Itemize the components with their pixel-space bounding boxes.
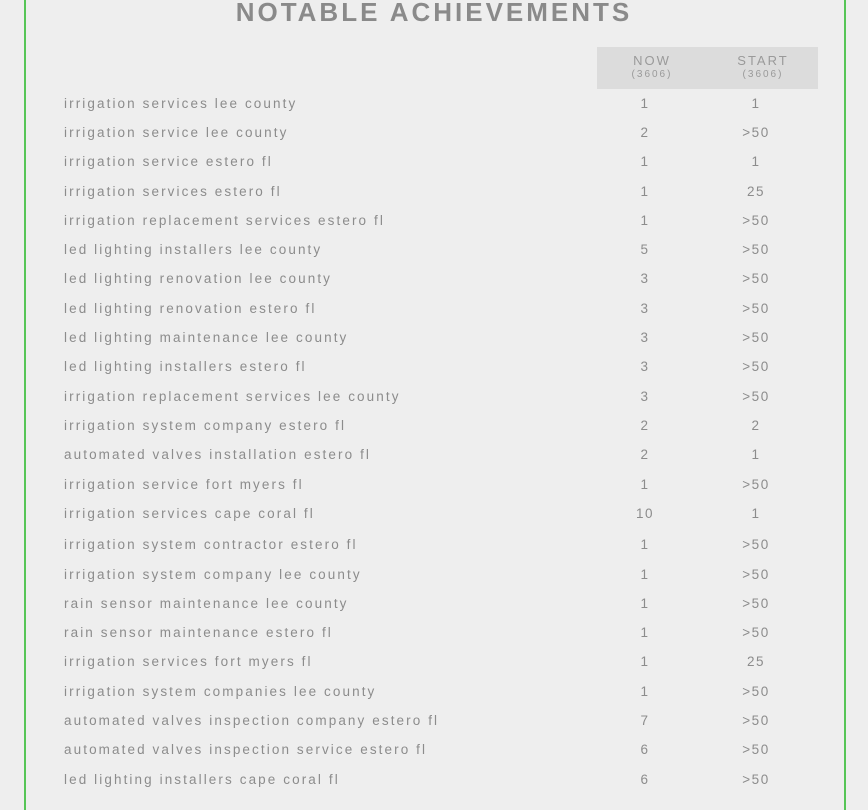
start-rank-cell: 1 xyxy=(751,506,761,521)
start-rank-cell: >50 xyxy=(742,684,770,699)
now-rank-cell: 2 xyxy=(640,447,650,462)
keyword-cell: irrigation services fort myers fl xyxy=(64,654,313,669)
table-row xyxy=(0,711,868,731)
start-rank-cell: >50 xyxy=(742,359,770,374)
keyword-cell: irrigation system company lee county xyxy=(64,567,362,582)
start-rank-cell: >50 xyxy=(742,301,770,316)
start-rank-cell: 1 xyxy=(751,96,761,111)
table-row xyxy=(0,357,868,377)
table-row xyxy=(0,94,868,114)
header-start xyxy=(708,53,818,81)
keyword-cell: irrigation replacement services estero fl xyxy=(64,213,385,228)
table-row xyxy=(0,594,868,614)
now-rank-cell: 6 xyxy=(640,772,650,787)
keyword-cell: led lighting renovation estero fl xyxy=(64,301,317,316)
table-row xyxy=(0,299,868,319)
start-rank-cell: >50 xyxy=(742,125,770,140)
now-rank-cell: 3 xyxy=(640,301,650,316)
now-rank-cell: 1 xyxy=(640,625,650,640)
keyword-cell: automated valves inspection service estero fl xyxy=(64,742,428,757)
start-rank-cell: >50 xyxy=(742,389,770,404)
keyword-cell: irrigation services lee county xyxy=(64,96,298,111)
keyword-cell: led lighting maintenance lee county xyxy=(64,330,349,345)
keyword-cell: led lighting installers lee county xyxy=(64,242,323,257)
table-row xyxy=(0,445,868,465)
keyword-cell: rain sensor maintenance lee county xyxy=(64,596,349,611)
table-row xyxy=(0,416,868,436)
table-row xyxy=(0,211,868,231)
keyword-cell: irrigation services cape coral fl xyxy=(64,506,315,521)
table-row xyxy=(0,535,868,555)
now-rank-cell: 2 xyxy=(640,125,650,140)
table-row xyxy=(0,475,868,495)
keyword-cell: automated valves inspection company estero fl xyxy=(64,713,440,728)
start-rank-cell: 2 xyxy=(751,418,761,433)
table-row xyxy=(0,770,868,790)
table-row xyxy=(0,652,868,672)
keyword-cell: irrigation system company estero fl xyxy=(64,418,347,433)
now-rank-cell: 1 xyxy=(640,154,650,169)
keyword-cell: irrigation service estero fl xyxy=(64,154,273,169)
now-rank-cell: 3 xyxy=(640,271,650,286)
keyword-cell: irrigation system contractor estero fl xyxy=(64,537,358,552)
start-rank-cell: >50 xyxy=(742,477,770,492)
start-rank-cell: >50 xyxy=(742,596,770,611)
table-row xyxy=(0,682,868,702)
header-start-label: START xyxy=(737,53,789,68)
start-rank-cell: >50 xyxy=(742,213,770,228)
now-rank-cell: 10 xyxy=(635,506,655,521)
start-rank-cell: 1 xyxy=(751,154,761,169)
table-row xyxy=(0,565,868,585)
keyword-cell: irrigation system companies lee county xyxy=(64,684,377,699)
keyword-cell: led lighting installers estero fl xyxy=(64,359,307,374)
now-rank-cell: 7 xyxy=(640,713,650,728)
table-row xyxy=(0,269,868,289)
now-rank-cell: 6 xyxy=(640,742,650,757)
start-rank-cell: 25 xyxy=(746,184,766,199)
table-row xyxy=(0,182,868,202)
now-rank-cell: 3 xyxy=(640,330,650,345)
start-rank-cell: 1 xyxy=(751,447,761,462)
now-rank-cell: 1 xyxy=(640,213,650,228)
now-rank-cell: 3 xyxy=(640,359,650,374)
table-header xyxy=(597,47,818,89)
now-rank-cell: 5 xyxy=(640,242,650,257)
keyword-cell: led lighting renovation lee county xyxy=(64,271,333,286)
now-rank-cell: 1 xyxy=(640,567,650,582)
start-rank-cell: >50 xyxy=(742,625,770,640)
now-rank-cell: 1 xyxy=(640,184,650,199)
start-rank-cell: >50 xyxy=(742,330,770,345)
start-rank-cell: >50 xyxy=(742,271,770,286)
header-now-sub: (3606) xyxy=(631,69,673,80)
now-rank-cell: 1 xyxy=(640,477,650,492)
start-rank-cell: >50 xyxy=(742,772,770,787)
start-rank-cell: 25 xyxy=(746,654,766,669)
keyword-cell: irrigation services estero fl xyxy=(64,184,282,199)
page-title: NOTABLE ACHIEVEMENTS xyxy=(235,0,633,27)
start-rank-cell: >50 xyxy=(742,537,770,552)
now-rank-cell: 1 xyxy=(640,654,650,669)
keyword-cell: irrigation service lee county xyxy=(64,125,289,140)
table-row xyxy=(0,623,868,643)
table-row xyxy=(0,123,868,143)
table-row xyxy=(0,152,868,172)
now-rank-cell: 2 xyxy=(640,418,650,433)
table-row xyxy=(0,240,868,260)
now-rank-cell: 3 xyxy=(640,389,650,404)
start-rank-cell: >50 xyxy=(742,713,770,728)
keyword-cell: rain sensor maintenance estero fl xyxy=(64,625,333,640)
keyword-cell: irrigation replacement services lee county xyxy=(64,389,401,404)
table-row xyxy=(0,328,868,348)
start-rank-cell: >50 xyxy=(742,742,770,757)
now-rank-cell: 1 xyxy=(640,96,650,111)
now-rank-cell: 1 xyxy=(640,537,650,552)
header-now xyxy=(597,53,707,81)
now-rank-cell: 1 xyxy=(640,684,650,699)
table-row xyxy=(0,740,868,760)
keyword-cell: automated valves installation estero fl xyxy=(64,447,372,462)
start-rank-cell: >50 xyxy=(742,242,770,257)
keyword-cell: led lighting installers cape coral fl xyxy=(64,772,340,787)
header-now-label: NOW xyxy=(633,53,671,68)
start-rank-cell: >50 xyxy=(742,567,770,582)
keyword-cell: irrigation service fort myers fl xyxy=(64,477,304,492)
now-rank-cell: 1 xyxy=(640,596,650,611)
header-start-sub: (3606) xyxy=(742,69,784,80)
table-row xyxy=(0,387,868,407)
table-row xyxy=(0,504,868,524)
